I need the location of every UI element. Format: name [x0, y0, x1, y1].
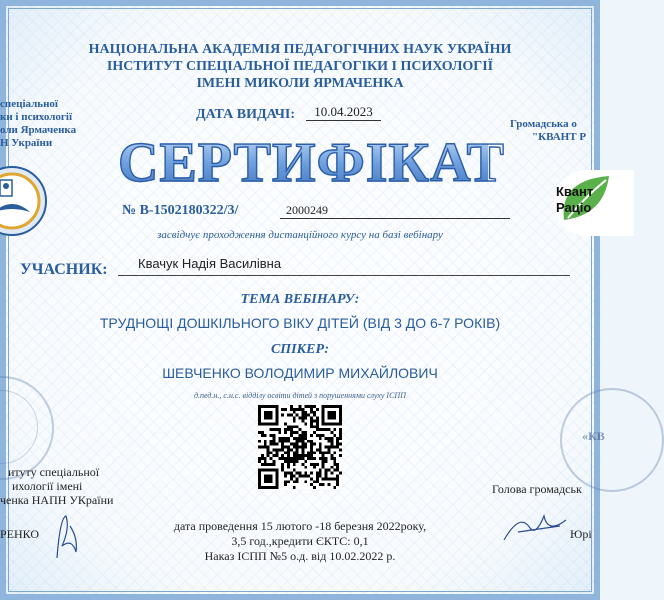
speaker-credentials: д.пед.н., с.н.с. відділу освіти дітей з порушеннями слуху ІСПП — [193, 391, 406, 400]
issue-date-value: 10.04.2023 — [306, 104, 381, 121]
certificate-number-label: № В-1502180322/3/ — [122, 203, 239, 218]
kvant-logo-line-1: Квант — [556, 184, 594, 199]
right-seal — [560, 388, 664, 492]
right-sign-name: Юрі — [570, 527, 592, 541]
order-reference: Наказ ІСПП №5 о.д. від 10.02.2022 р. — [204, 549, 396, 563]
right-seal-text: «КВ — [582, 429, 605, 443]
event-dates: дата проведення 15 лютого -18 березня 2022року, — [173, 519, 427, 533]
confirmation-text: засвідчує проходження дистанційного курсу на базі вебінару — [157, 229, 443, 241]
participant-label: УЧАСНИК: — [20, 261, 108, 278]
right-org-line-2: "КВАНТ Р — [532, 131, 587, 143]
right-org-line-1: Громадська о — [510, 118, 577, 130]
participant-name: Квачук Надія Василівна — [118, 256, 570, 276]
left-org-line-1: спеціальної — [0, 98, 58, 110]
qr-code — [258, 405, 342, 489]
topic-label: ТЕМА ВЕБІНАРУ: — [240, 292, 360, 307]
left-sign-line-1: итуту спеціальної — [8, 465, 100, 479]
header-institute-name: ІМЕНІ МИКОЛИ ЯРМАЧЕНКА — [196, 76, 404, 91]
left-org-line-2: ки і психології — [0, 111, 73, 123]
issue-date-label: ДАТА ВИДАЧІ: — [196, 107, 295, 122]
certificate-title: СЕРТИФІКАТ — [118, 132, 505, 194]
speaker-name: ШЕВЧЕНКО ВОЛОДИМИР МИХАЙЛОВИЧ — [162, 365, 438, 381]
left-org-line-4: Н України — [0, 137, 53, 149]
header-academy: НАЦІОНАЛЬНА АКАДЕМІЯ ПЕДАГОГІЧНИХ НАУК УКРАЇНИ — [88, 42, 512, 57]
left-org-line-3: оли Ярмаченка — [0, 124, 77, 136]
institute-logo — [0, 166, 48, 236]
speaker-label: СПІКЕР: — [270, 342, 330, 357]
topic-title: ТРУДНОЩІ ДОШКІЛЬНОГО ВІКУ ДІТЕЙ (ВІД 3 ДО 6-7 РОКІВ) — [99, 315, 501, 331]
left-sign-name: РЕНКО — [0, 527, 40, 541]
kvant-logo-line-2: Раціо — [556, 200, 592, 215]
certificate-number-value: 2000249 — [280, 203, 510, 219]
event-hours-credits: 3,5 год.,кредити ЄКТС: 0,1 — [231, 534, 369, 548]
left-sign-line-2: ихології імені — [12, 479, 83, 493]
right-sign-line-1: Голова громадськ — [492, 482, 582, 496]
kvant-logo — [554, 170, 634, 236]
header-institute: ІНСТИТУТ СПЕЦІАЛЬНОЇ ПЕДАГОГІКИ І ПСИХОЛОГІЇ — [106, 59, 494, 74]
left-sign-line-3: ченка НАПН УКраїни — [0, 493, 114, 507]
